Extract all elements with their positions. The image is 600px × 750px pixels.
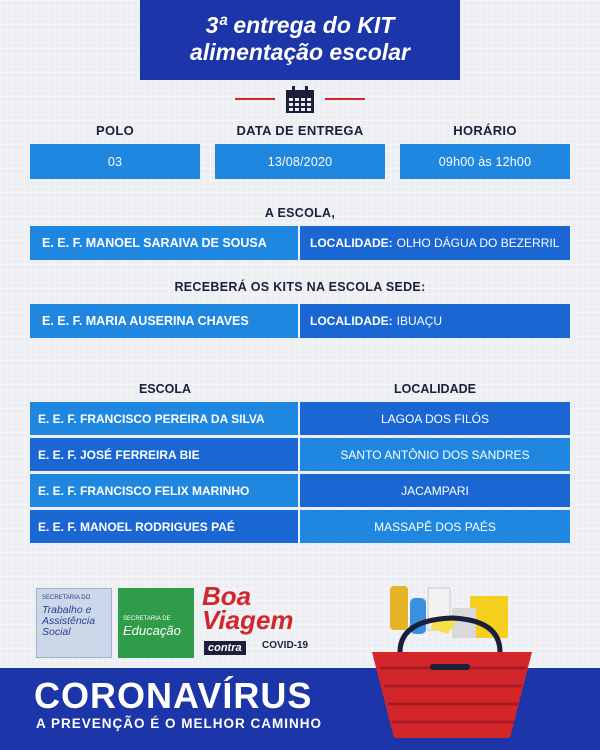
table-row-locality: SANTO ANTÔNIO DOS SANDRES — [300, 438, 570, 471]
logo-boa-line2: Viagem — [202, 605, 294, 635]
logo-educacao-big: Educação — [123, 623, 181, 638]
logo-trabalho-small: SECRETARIA DO — [42, 595, 91, 601]
receiver-locality — [300, 304, 570, 338]
table-row-school: E. E. F. FRANCISCO FELIX MARINHO — [30, 474, 298, 507]
polo-label: POLO — [95, 123, 135, 138]
logo-secretaria-trabalho — [36, 588, 112, 658]
school-locality-label: LOCALIDADE: — [310, 236, 393, 250]
logo-boa-viagem — [202, 581, 294, 635]
grocery-basket-icon — [360, 568, 540, 750]
logo-boa-line1: Boa — [202, 581, 252, 611]
table-col-school: ESCOLA — [138, 382, 192, 396]
table-col-locality: LOCALIDADE — [394, 382, 476, 396]
date-value: 13/08/2020 — [215, 144, 385, 179]
school-section-title: A ESCOLA, — [264, 206, 336, 220]
logo-educacao-small: SECRETARIA DE — [123, 616, 171, 622]
header-title-line1: 3ª entrega do KIT — [205, 12, 395, 38]
divider-right — [325, 98, 365, 100]
header-title-line2: alimentação escolar — [190, 39, 410, 65]
time-value: 09h00 às 12h00 — [400, 144, 570, 179]
time-label: HORÁRIO — [453, 123, 517, 138]
calendar-icon — [285, 86, 315, 114]
table-row — [30, 510, 570, 543]
polo-value: 03 — [30, 144, 200, 179]
divider-left — [235, 98, 275, 100]
receiver-locality-label: LOCALIDADE: — [310, 314, 393, 328]
table-row — [30, 438, 570, 471]
date-label: DATA DE ENTREGA — [236, 123, 364, 138]
receiver-row — [30, 304, 570, 338]
receiver-school-name: E. E. F. MARIA AUSERINA CHAVES — [30, 304, 298, 338]
school-name: E. E. F. MANOEL SARAIVA DE SOUSA — [30, 226, 298, 260]
school-locality-value: OLHO DÁGUA DO BEZERRIL — [396, 236, 560, 250]
table-row — [30, 474, 570, 507]
header-banner — [140, 0, 460, 80]
table-row — [30, 402, 570, 435]
footer-subtitle: A PREVENÇÃO É O MELHOR CAMINHO — [36, 716, 323, 731]
logo-secretaria-educacao — [118, 588, 194, 658]
table-row-school: E. E. F. FRANCISCO PEREIRA DA SILVA — [30, 402, 298, 435]
footer-title: CORONAVÍRUS — [34, 675, 313, 716]
logo-covid: COVID-19 — [262, 640, 309, 651]
logo-trabalho-big: Trabalho e Assistência Social — [42, 604, 96, 638]
school-locality — [300, 226, 570, 260]
receiver-locality-value: IBUAÇU — [396, 314, 443, 328]
school-row — [30, 226, 570, 260]
logo-contra: contra — [204, 641, 246, 655]
table-row-school: E. E. F. MANOEL RODRIGUES PAÉ — [30, 510, 298, 543]
table-row-locality: MASSAPÊ DOS PAÉS — [300, 510, 570, 543]
receiver-section-title: RECEBERÁ OS KITS NA ESCOLA SEDE: — [174, 280, 426, 294]
table-row-locality: JACAMPARI — [300, 474, 570, 507]
table-row-locality: LAGOA DOS FILÓS — [300, 402, 570, 435]
table-row-school: E. E. F. JOSÉ FERREIRA BIE — [30, 438, 298, 471]
